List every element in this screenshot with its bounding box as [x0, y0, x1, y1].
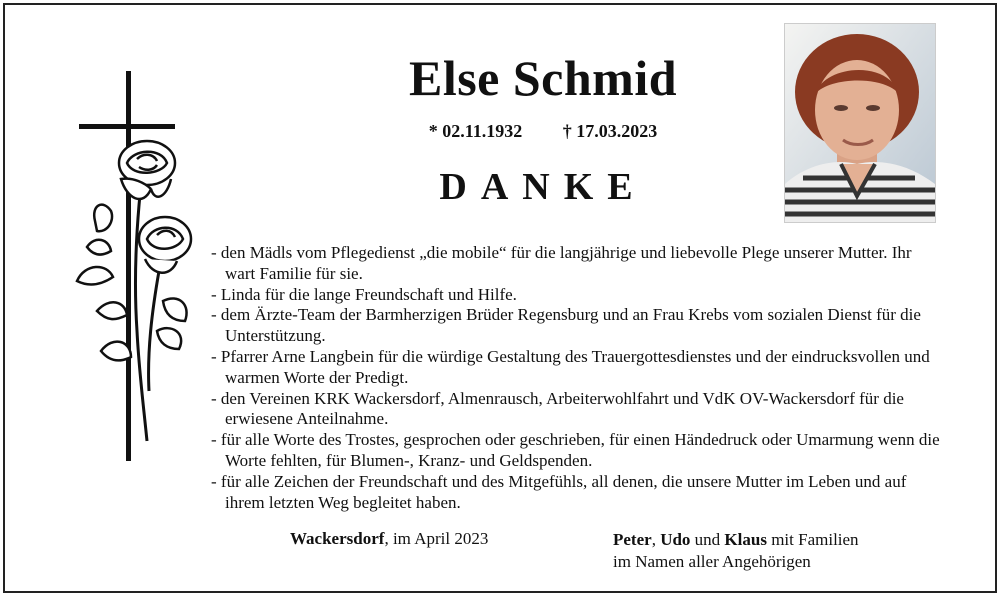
separator: ,	[651, 530, 661, 549]
deceased-name: Else Schmid	[408, 50, 678, 106]
list-item: - den Vereinen KRK Wackersdorf, Almenrausch, Arbeiterwohlfahrt und VdK OV-Wackersdorf für die erwiesene Anteilnahme.	[211, 388, 904, 429]
obituary-card	[3, 3, 997, 593]
family-name-3: Klaus	[724, 530, 767, 549]
signature-line-2: im Namen aller Angehörigen	[613, 552, 811, 571]
place-date	[290, 529, 488, 549]
list-item: - Linda für die lange Freundschaft und Hilfe.	[211, 284, 517, 304]
separator: und	[690, 530, 725, 549]
list-item: - den Mädls vom Pflegedienst „die mobile“ für die langjährige und liebevolle Plege unserer Mutter. Ihr wart Familie für sie.	[211, 243, 912, 283]
list-item: - für alle Zeichen der Freundschaft und des Mitgefühls, all denen, die unsere Mutter im Leben und auf ihrem letzten Weg begleitet haben.	[211, 471, 907, 512]
place-name: Wackersdorf	[290, 529, 385, 548]
signature-names	[613, 529, 859, 551]
date-text: , im April 2023	[384, 529, 489, 548]
list-item: - Pfarrer Arne Langbein für die würdige Gestaltung des Trauergottesdienstes und der eindrucksvollen und warmen Worte der Predigt.	[211, 346, 930, 387]
danke-heading: DANKE	[439, 166, 647, 208]
family-suffix: mit Familien	[766, 530, 859, 549]
list-item: - für alle Worte des Trostes, gesprochen oder geschrieben, für einen Händedruck oder Umarmung wenn die Worte fehlten, für Blumen-, Kranz- und Geldspenden.	[211, 430, 940, 470]
family-name-2: Udo	[660, 530, 691, 549]
list-item: - dem Ärzte-Team der Barmherzigen Brüder Regensburg und an Frau Krebs vom sozialen Dienst für die Unterstützung.	[211, 305, 921, 346]
thanks-list	[211, 243, 941, 513]
death-date: † 17.03.2023	[562, 121, 658, 141]
portrait-photo	[784, 23, 936, 223]
birth-date: * 02.11.1932	[428, 121, 523, 141]
family-name-1: Peter	[613, 530, 652, 549]
signature-block	[613, 529, 859, 573]
